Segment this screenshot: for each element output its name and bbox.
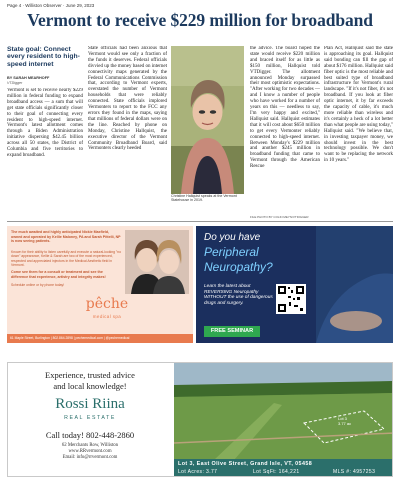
qr-code-icon[interactable]	[276, 284, 306, 314]
lot-title: Lot 3, East Olive Street, Grand Isle, VT, 05458	[178, 461, 313, 467]
neuropathy-title-line-1: Do you have	[204, 232, 261, 243]
byline-role: VTDigger	[7, 81, 23, 85]
peche-portrait-image	[125, 230, 189, 294]
neuropathy-body: Learn the latest about REVERSING Neuropathy WITHOUT the use of dangerous drugs and surgery.	[204, 284, 273, 306]
lot-sqft: Lot SqFt: 164,221	[253, 469, 300, 475]
lot-map-label: Lot 3	[338, 416, 347, 421]
rossi-brand-logo: Rossi Riina	[55, 396, 125, 412]
rossi-call-line[interactable]: Call today! 802-448-2860	[45, 430, 135, 440]
free-seminar-button[interactable]	[204, 326, 260, 337]
article-headline: Vermont to receive $229 million for broadband	[27, 10, 373, 30]
neuropathy-title-line-2: Peripheral	[204, 245, 259, 259]
photo-credit: FILE PHOTO BY COLIN MEYN/VTDIGGER	[250, 215, 309, 219]
photo-caption: Christine Hallquist speaks at the Vermont Statehouse in 2019.	[171, 194, 237, 203]
lot-acres: Lot Acres: 3.77	[178, 469, 218, 475]
article-photo	[171, 46, 244, 194]
peche-ad-cta: Come see them for a consult or treatment and see the difference that experience, artistry and integrity makes!	[11, 270, 106, 279]
page-folio: Page 4 · Williston Observer · June 29, 2023	[7, 3, 95, 8]
lot-mls: MLS #: 4957253	[333, 469, 376, 475]
article-column-2: State officials had been anxious that Vermont would see only a fraction of the funds it deserves. Federal officials divvied up the money based on internet connectivity maps generated by the Federal Communications Commission that, according to Vermont experts, overstated the number of Vermont households that were reliably connected. State officials implored Vermonters to report to the FCC any errors they found in the maps, saying that millions of federal dollars were on the line. Reached by phone on Monday, Christine Hallquist, the executive director of the Vermont Community Broadband Board, said Vermonters clearly heeded	[88, 46, 167, 152]
peche-medical-spa-ad[interactable]	[7, 226, 193, 343]
neuropathy-seminar-ad[interactable]	[196, 226, 393, 343]
article-column-3: the advice. The board hoped the state would receive $220 million and braced itself for as little as $150 million, Hallquist told VTDigger. The allotment announced Monday surpassed their most optimistic expectations. "After working for two decades — and I know a number of people who have worked for a number of years on this — needless to say, I'm very happy and excited," Hallquist said. Hallquist estimates that it will cost about $650 million to get every Vermonter reliably connected to high-speed internet. Between Monday's $229 million and another $245 million in broadband funding that came to Vermont through the American Rescue	[250, 46, 320, 170]
peche-logo: pêche	[85, 296, 129, 312]
peche-logo-sub: medical spa	[92, 314, 122, 319]
article-subhead: State goal: Connect every resident to high-speed internet	[7, 46, 80, 68]
rossi-email-link[interactable]: Email: info@rrvermont.com	[62, 455, 118, 460]
rossi-tagline-line-1: Experience, trusted advice	[45, 370, 135, 380]
lot-aerial-photo	[174, 363, 393, 460]
article-byline: BY SARAH MEARHOFF	[7, 76, 50, 80]
peche-footer-text[interactable]: 61 Maple Street, Burlington | 802.864.2898 | pechemedical.com | @pechemedical	[10, 336, 130, 340]
article-column-4: Plan Act, Hallquist said the state is approaching its goal. Hallquist said bonding can fill the gap of about $176 million. Hallquist said fiber optic is the most reliable and best suited type of broadband infrastructure for Vermont's rural landscape. "If it's not fiber, it's not broadband. If you look at fiber optic internet, it by far exceeds the capacity of cable, it's much more reliable than wireless and it's certainly a heck of a lot better than what people are using today," Hallquist said. "We believe that, in investing taxpayer money, we should invest in the best technology possible. We don't want to be replacing the network in 10 years."	[324, 46, 393, 164]
peche-ad-lead: The much awaited and highly anticipated Nickie Maxfield, owned and operated by Kellie Maloney, PA and Sarah Pittelli, NP is now seeing patients.	[11, 230, 121, 243]
rossi-tagline-line-2: and local knowledge!	[53, 381, 127, 391]
article-column-1: Vermont is set to receive nearly $229 million in federal funding to expand broadband access — a sum that will get state officials significantly closer to their goal of connecting every resident to high-speed internet. Vermont's latest allotment comes through a Biden Administration initiative dispersing $42.45 billion across all 50 states, the District of Columbia and five territories to expand broadband.	[7, 88, 83, 158]
free-seminar-label: FREE SEMINAR	[210, 328, 254, 334]
rossi-address: 62 Merchants Row, Williston	[61, 443, 119, 448]
neuropathy-title-line-3: Neuropathy?	[204, 260, 273, 274]
section-divider	[7, 221, 393, 222]
rossi-riina-real-estate-ad[interactable]	[7, 362, 393, 477]
rossi-brand-sub: REAL ESTATE	[64, 415, 116, 421]
peche-ad-body: Known for their ability to listen carefully and execute a natural-looking "no down" appearance, Kellie & Sarah are two of the most experienced, respected and appreciated injectors in the Medical Aesthetic field in Vermont.	[11, 250, 121, 267]
lot-map-acres: 3.77 ac	[338, 421, 352, 426]
rossi-website-link[interactable]: www.RRvermont.com	[68, 449, 112, 454]
peche-ad-schedule[interactable]: Schedule online or by phone today!	[11, 283, 65, 287]
